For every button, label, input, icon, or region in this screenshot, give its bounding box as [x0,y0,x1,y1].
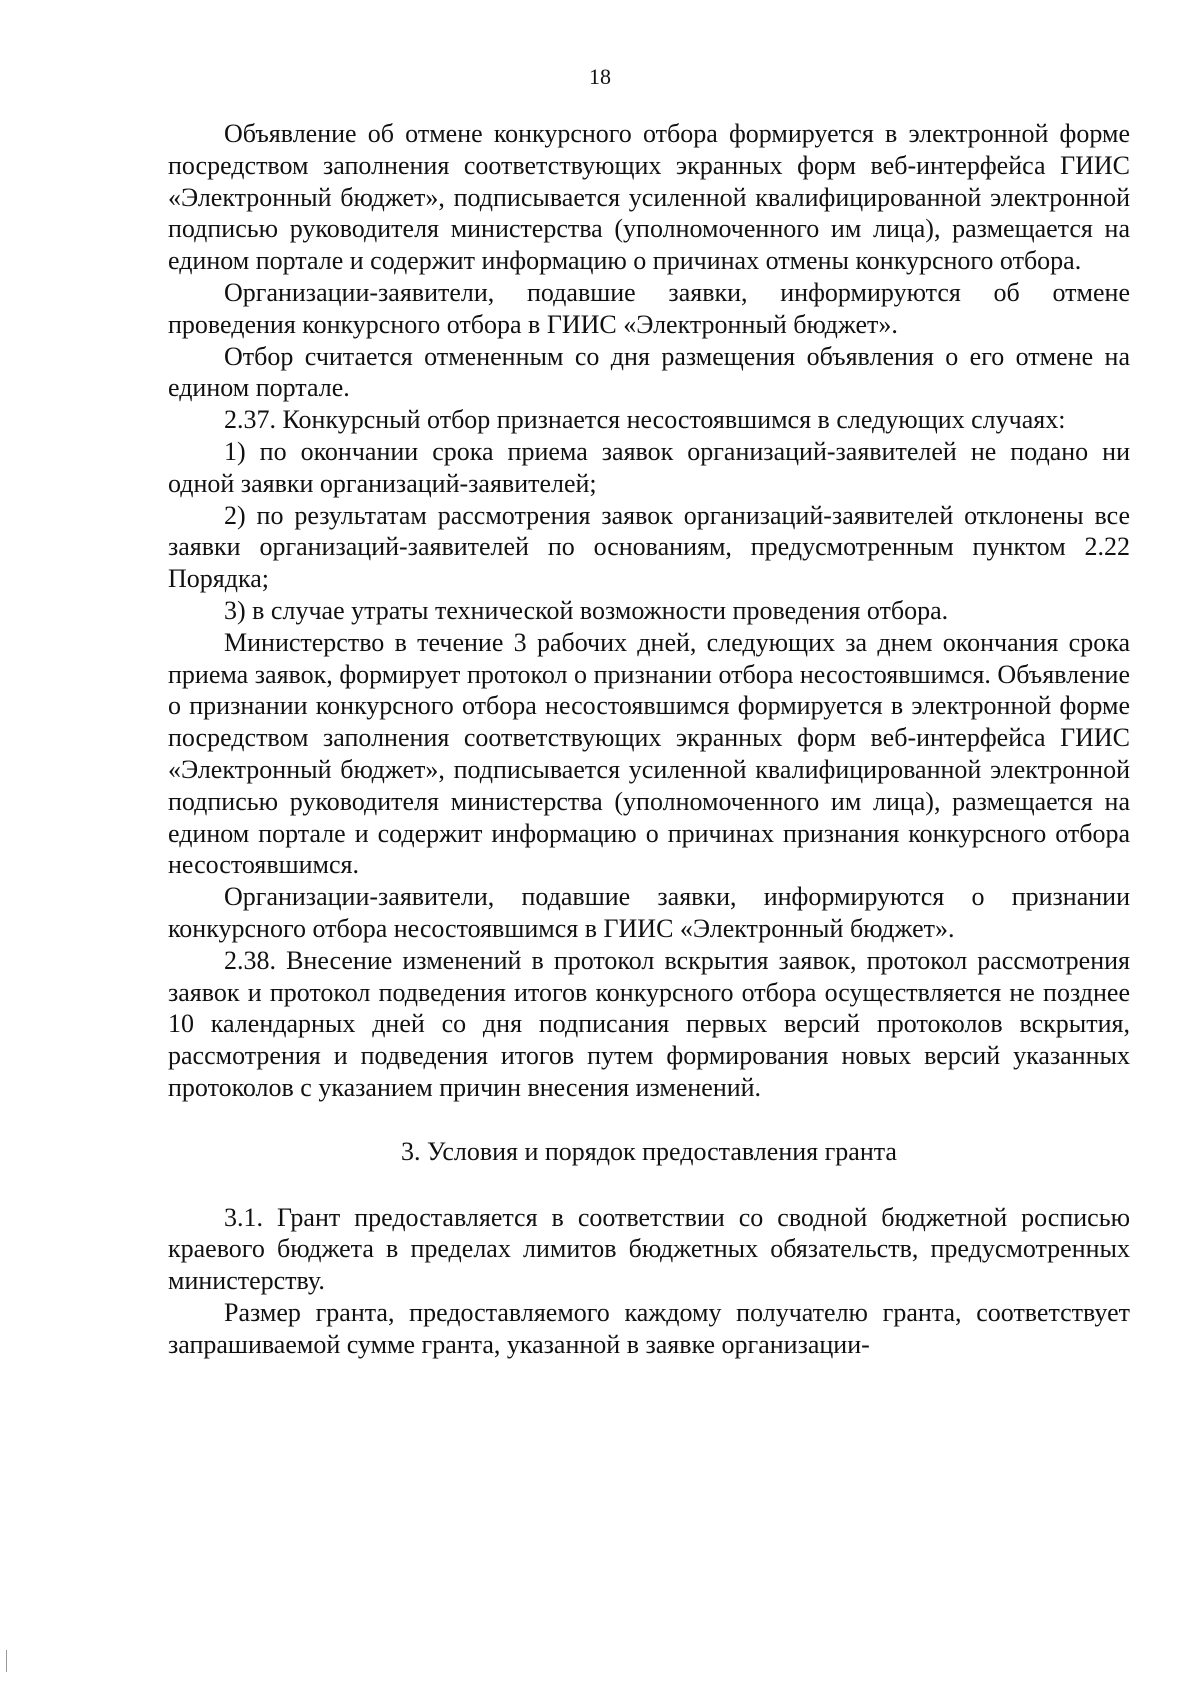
paragraph: 3.1. Грант предоставляется в соответствии со сводной бюджетной росписью краевого бюджета в пределах лимитов бюджетных обязательств, предусмотренных министерству. [168,1202,1130,1296]
paragraph: Организации-заявители, подавшие заявки, информируются об отмене проведения конкурсного отбора в ГИИС «Электронный бюджет». [168,277,1130,339]
scan-margin-mark [6,1650,7,1672]
list-item: 2) по результатам рассмотрения заявок организаций-заявителей отклонены все заявки организаций-заявителей по основаниям, предусмотренным пунктом 2.22 Порядка; [168,500,1130,594]
paragraph: Объявление об отмене конкурсного отбора формируется в электронной форме посредством заполнения соответствующих экранных форм веб-интерфейса ГИИС «Электронный бюджет», подписывается усиленной квалифицированной электронной подписью руководителя министерства (уполномоченного им лица), размещается на едином портале и содержит информацию о причинах отмены конкурсного отбора. [168,119,1130,276]
paragraph: 2.38. Внесение изменений в протокол вскрытия заявок, протокол рассмотрения заявок и протокол подведения итогов конкурсного отбора осуществляется не позднее 10 календарных дней со дня подписания первых версий протоколов вскрытия, рассмотрения и подведения итогов путем формирования новых версий указанных протоколов с указанием причин внесения изменений. [168,945,1130,1102]
page-number: 18 [589,64,611,89]
document-body [168,118,1130,1360]
section-heading: 3. Условия и порядок предоставления гранта [401,1136,897,1166]
paragraph: 2.37. Конкурсный отбор признается несостоявшимся в следующих случаях: [224,405,1066,435]
paragraph: Отбор считается отмененным со дня размещения объявления о его отмене на едином портале. [168,341,1130,403]
list-item: 3) в случае утраты технической возможности проведения отбора. [224,595,949,625]
paragraph: Организации-заявители, подавшие заявки, информируются о признании конкурсного отбора несостоявшимся в ГИИС «Электронный бюджет». [168,882,1130,943]
paragraph: Размер гранта, предоставляемого каждому получателю гранта, соответствует запрашиваемой сумме гранта, указанной в заявке организации- [168,1297,1130,1359]
paragraph: Министерство в течение 3 рабочих дней, следующих за днем окончания срока приема заявок, формирует протокол о признании отбора несостоявшимся. Объявление о признании конкурсного отбора несостоявшимся формируется в электронной форме посредством заполнения соответствующих экранных форм веб-интерфейса ГИИС «Электронный бюджет», подписывается усиленной квалифицированной электронной подписью руководителя министерства (уполномоченного им лица), размещается на едином портале и содержит информацию о причинах признания конкурсного отбора несостоявшимся. [168,627,1130,880]
list-item: 1) по окончании срока приема заявок организаций-заявителей не подано ни одной заявки организаций-заявителей; [168,436,1130,498]
